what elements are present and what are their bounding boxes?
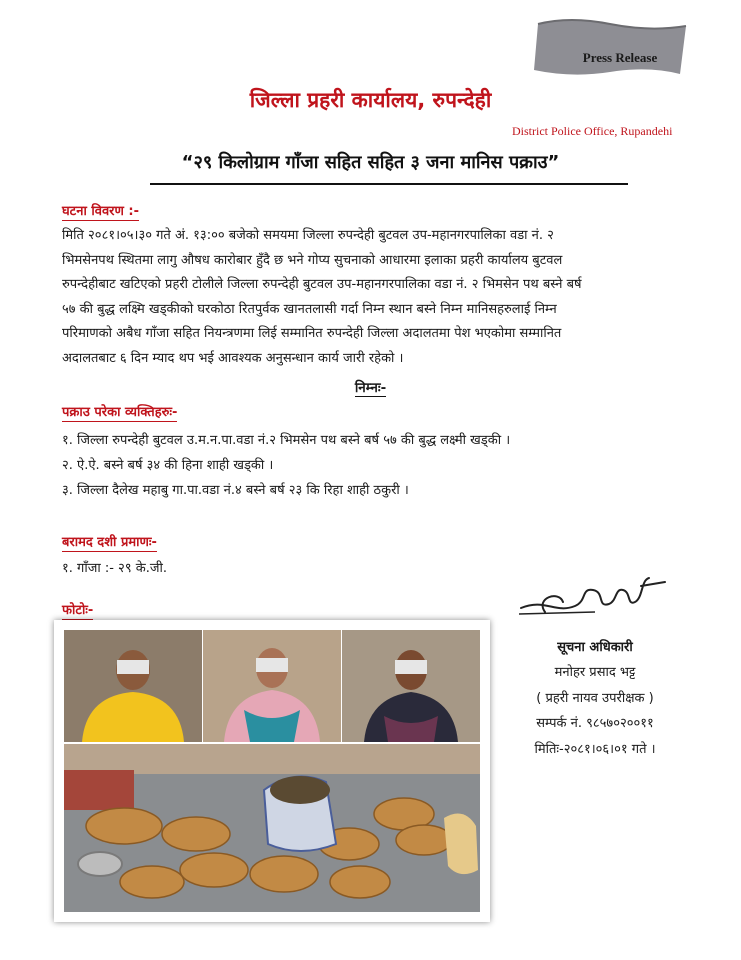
following-heading xyxy=(0,378,741,396)
incident-paragraph xyxy=(62,224,704,372)
incident-section-title: घटना विवरण :- xyxy=(62,201,139,221)
officer-rank: ( प्रहरी नायव उपरीक्षक ) xyxy=(536,691,654,706)
press-release-banner xyxy=(530,18,688,80)
office-name-english: District Police Office, Rupandehi xyxy=(512,124,673,138)
face-blur xyxy=(395,660,427,674)
following-heading-text: निम्नः- xyxy=(354,380,387,396)
evidence-photo xyxy=(64,630,480,912)
photo-section-title: फोटोः- xyxy=(62,600,93,620)
office-name-nepali: जिल्ला प्रहरी कार्यालय, रुपन्देही xyxy=(249,88,492,112)
evidence-section-title: बरामद दशी प्रमाणः- xyxy=(62,532,157,552)
photo-frame xyxy=(54,620,490,922)
incident-line: परिमाणको अबैध गाँजा सहित नियन्त्रणमा लिई सम्मानित रुपन्देही जिल्ला अदालतमा पेश भएकोमा सम्मानित xyxy=(62,326,562,342)
press-release-label: Press Release xyxy=(582,50,658,65)
face-blur xyxy=(117,660,149,674)
arrested-person-item: ३. जिल्ला दैलेख महाबु गा.पा.वडा नं.४ बस्ने बर्ष २३ कि रिहा शाही ठकुरी । xyxy=(62,483,409,498)
incident-line: रुपन्देहीबाट खटिएको प्रहरी टोलीले जिल्ला रुपन्देही बुटवल उप-महानगरपालिका वडा नं. २ भिमसेन पथ बस्ने बर्ष xyxy=(62,277,582,293)
incident-line: अदालतबाट ६ दिन म्याद थप भई आवश्यक अनुसन्धान कार्य जारी रहेको । xyxy=(62,350,404,366)
headline-underline xyxy=(150,183,628,185)
arrested-person-item: १. जिल्ला रुपन्देही बुटवल उ.म.न.पा.वडा नं.२ भिमसेन पथ बस्ने बर्ष ५७ की बुद्ध लक्ष्मी खड्की । xyxy=(62,433,511,448)
signature-image xyxy=(515,568,675,628)
arrested-person-item: २. ऐ.ऐ. बस्ने बर्ष ३४ की हिना शाही खड्की । xyxy=(62,458,274,473)
officer-date: मितिः-२०८१।०६।०१ गते । xyxy=(534,742,656,757)
incident-line: मिति २०८१।०५।३० गते अं. १३:०० बजेको समयमा जिल्ला रुपन्देही बुटवल उप-महानगरपालिका वडा नं. २ xyxy=(62,228,554,243)
arrested-section-title: पक्राउ परेका व्यक्तिहरुः- xyxy=(62,402,177,422)
headline: “२९ किलोग्राम गाँजा सहित सहित ३ जना मानिस पक्राउ” xyxy=(181,152,560,173)
incident-line: ५७ की बुद्ध लक्ष्मि खड्कीको घरकोठा रितपुर्वक खानतलासी गर्दा निम्न स्थान बस्ने निम्न मानिसहरुलाई निम्न xyxy=(62,301,557,317)
officer-title: सूचना अधिकारी xyxy=(557,640,633,655)
officer-contact: सम्पर्क नं. ९८५७०२००११ xyxy=(536,716,654,731)
face-blur xyxy=(256,658,288,672)
officer-name: मनोहर प्रसाद भट्ट xyxy=(554,665,636,680)
incident-line: भिमसेनपथ स्थितमा लागु औषध कारोबार हुँदै छ भने गोप्य सुचनाको आधारमा इलाका प्रहरी कार्यालय बुटवल xyxy=(62,252,563,268)
evidence-item: १. गाँजा :- २९ के.जी. xyxy=(62,561,167,576)
